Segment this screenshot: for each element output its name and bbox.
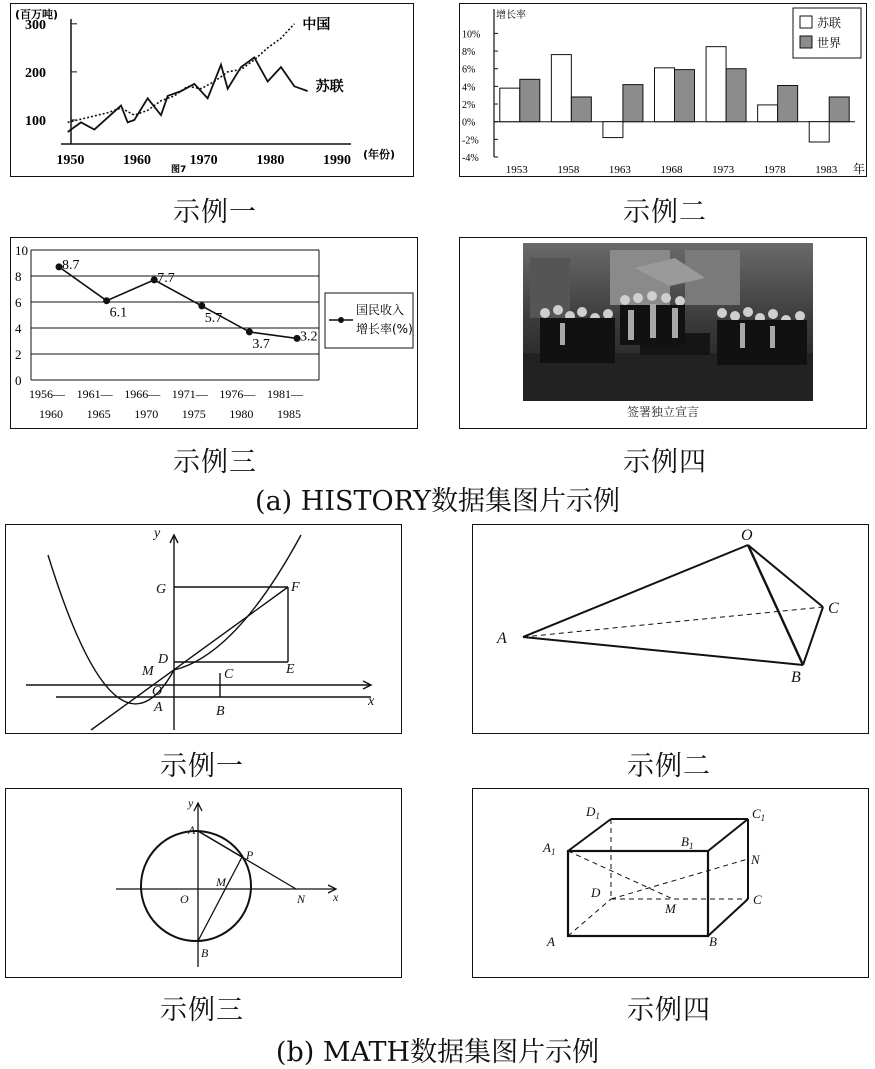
bar-世界-1978: [778, 85, 798, 121]
x-axis-unit: 年: [853, 162, 866, 176]
math-example-3-figure: [5, 788, 402, 978]
legend-label: 世界: [817, 36, 842, 50]
y-axis-label: 增长率: [496, 10, 526, 21]
data-label: 6.1: [109, 305, 128, 321]
x-tick-label: 1968: [660, 164, 683, 176]
label-D: D: [591, 885, 601, 900]
x-tick-label-bottom: 1975: [181, 407, 206, 421]
x-tick-label: 1983: [815, 164, 838, 176]
label-M: M: [216, 875, 226, 889]
figure-note: 图7: [171, 165, 187, 175]
label-D1-sub: 1: [595, 811, 600, 821]
y-tick-label: -4%: [462, 153, 479, 164]
bar-苏联-1968: [655, 68, 675, 122]
x-tick-label: 1958: [557, 164, 580, 176]
bar-苏联-1958: [551, 55, 571, 122]
y-tick-label: -2%: [462, 135, 479, 147]
legend-swatch: [800, 16, 812, 28]
y-tick-label: 10%: [462, 29, 481, 41]
painting-caption: 签署独立宣言: [626, 405, 699, 419]
math-example-1-figure: [5, 524, 402, 734]
data-point: [246, 328, 253, 335]
svg-text:D1: [585, 804, 600, 821]
label-D: D: [158, 652, 169, 667]
bar-世界-1973: [726, 69, 746, 122]
bar-苏联-1978: [758, 105, 778, 122]
legend-swatch: [800, 36, 812, 48]
label-F: F: [291, 580, 300, 595]
tetrahedron-figure: [473, 525, 869, 734]
x-tick-label-bottom: 1965: [86, 407, 111, 421]
label-O: O: [741, 527, 753, 544]
data-label: 3.2: [300, 329, 318, 345]
y-tick-label: 2: [15, 347, 22, 362]
y-tick-label: 4: [15, 321, 22, 336]
history-example-3-caption: 示例三: [173, 447, 257, 478]
label-G: G: [156, 582, 167, 597]
data-point: [103, 297, 110, 304]
history-example-4-caption: 示例四: [623, 447, 707, 478]
label-C: C: [224, 667, 234, 682]
national-income-line-chart: [11, 238, 418, 429]
bar-世界-1968: [675, 70, 695, 122]
math-example-4-figure: [472, 788, 869, 978]
x-tick-label: 1953: [505, 164, 528, 176]
legend-marker: [338, 317, 344, 323]
x-axis-label: (年份): [363, 148, 396, 161]
svg-text:A1: [542, 840, 555, 857]
label-A: A: [547, 934, 555, 949]
history-example-3-chart: [10, 237, 418, 429]
label-B: B: [201, 946, 209, 960]
y-tick-label: 10: [15, 243, 28, 258]
declaration-painting: [460, 238, 867, 429]
y-tick-label: 100: [25, 113, 46, 129]
history-example-1-caption: 示例一: [173, 197, 257, 228]
x-tick-label: 1963: [608, 164, 631, 176]
label-x: x: [333, 890, 339, 904]
series-line-china: [68, 24, 295, 123]
x-tick-label: 1980: [256, 153, 285, 168]
y-tick-label: 2%: [462, 100, 476, 112]
y-tick-label: 8: [15, 269, 22, 284]
label-C: C: [828, 600, 839, 617]
label-C1: C: [752, 806, 761, 821]
math-section-caption: (b) MATH数据集图片示例: [275, 1037, 600, 1068]
label-B1-sub: 1: [688, 841, 694, 851]
data-label: 3.7: [252, 336, 270, 352]
growth-rate-bar-chart: [460, 4, 867, 177]
y-tick-label: 8%: [462, 47, 476, 59]
data-point: [198, 302, 205, 309]
bar-苏联-1953: [500, 88, 520, 122]
x-tick-label: 1960: [123, 153, 151, 168]
label-M: M: [142, 664, 154, 679]
label-A: A: [188, 823, 196, 837]
bar-苏联-1973: [706, 47, 726, 122]
x-tick-label: 1978: [763, 164, 786, 176]
data-label: 5.7: [204, 310, 223, 326]
label-O: O: [180, 892, 189, 906]
x-tick-label-top: 1971—: [171, 387, 208, 401]
x-tick-label-bottom: 1970: [134, 407, 159, 421]
math-example-1-caption: 示例一: [160, 751, 244, 782]
y-tick-label: 4%: [462, 82, 476, 94]
math-example-2-caption: 示例二: [627, 751, 711, 782]
bar-世界-1963: [623, 85, 643, 122]
x-tick-label-top: 1961—: [76, 387, 113, 401]
label-C1-sub: 1: [760, 813, 766, 823]
y-tick-label: 0: [15, 373, 22, 388]
parabola-geometry-figure: [6, 525, 402, 734]
x-tick-label-bottom: 1960: [39, 407, 63, 421]
label-B: B: [709, 934, 717, 949]
label-E: E: [286, 662, 295, 677]
label-x: x: [368, 694, 375, 709]
label-A: A: [497, 630, 507, 647]
label-A1-sub: 1: [550, 847, 556, 857]
y-tick-label: 6%: [462, 64, 476, 76]
math-example-3-caption: 示例三: [160, 995, 244, 1026]
label-D1: D: [586, 804, 596, 819]
x-tick-label-top: 1976—: [219, 387, 256, 401]
label-O: O: [152, 684, 163, 699]
svg-text:B1: [681, 834, 693, 851]
legend-label-line2: 增长率(%): [356, 322, 413, 336]
x-tick-label: 1990: [323, 153, 351, 168]
x-tick-label-top: 1966—: [124, 387, 161, 401]
x-tick-label-top: 1956—: [29, 387, 65, 401]
label-A: A: [154, 700, 163, 715]
history-example-2-chart: [459, 3, 867, 177]
legend-label-line1: 国民收入: [356, 303, 405, 317]
series-label: 苏联: [315, 79, 344, 96]
series-label: 中国: [302, 16, 331, 33]
x-tick-label-bottom: 1980: [229, 407, 254, 421]
y-axis-label: (百万吨): [15, 8, 59, 21]
x-tick-label: 1950: [56, 153, 85, 168]
legend-label: 苏联: [817, 16, 842, 30]
bar-世界-1958: [571, 97, 591, 122]
y-tick-label: 300: [25, 17, 46, 33]
x-tick-label: 1970: [189, 153, 218, 168]
label-B: B: [791, 669, 801, 686]
bar-苏联-1963: [603, 122, 623, 138]
x-tick-label-top: 1981—: [267, 387, 303, 401]
label-M: M: [665, 901, 676, 916]
history-example-1-chart: [10, 3, 414, 177]
series-line-ussr: [68, 57, 308, 132]
svg-text:C1: [752, 806, 765, 823]
label-y: y: [154, 526, 161, 541]
y-tick-label: 200: [25, 65, 46, 81]
history-example-2-caption: 示例二: [623, 197, 707, 228]
x-tick-label: 1973: [712, 164, 735, 176]
history-example-4-photo-frame: [459, 237, 867, 429]
cuboid-figure: [473, 789, 869, 978]
bar-世界-1953: [520, 79, 540, 121]
data-label: 7.7: [157, 270, 175, 286]
y-tick-label: 0%: [462, 117, 476, 129]
label-A1: A: [543, 840, 551, 855]
label-B: B: [216, 704, 225, 719]
y-tick-label: 6: [15, 295, 22, 310]
label-C: C: [753, 892, 762, 907]
math-example-4-caption: 示例四: [627, 995, 711, 1026]
label-P: P: [246, 848, 254, 862]
label-y: y: [188, 796, 194, 810]
x-tick-label-bottom: 1985: [277, 407, 301, 421]
circle-geometry-figure: [6, 789, 402, 978]
steel-output-line-chart: [11, 4, 414, 177]
label-N: N: [297, 892, 306, 906]
history-section-caption: (a) HISTORY数据集图片示例: [255, 486, 620, 517]
math-example-2-figure: [472, 524, 869, 734]
bar-世界-1983: [829, 97, 849, 122]
label-B1: B: [681, 834, 689, 849]
data-label: 8.7: [62, 257, 80, 273]
label-N: N: [751, 852, 760, 867]
bar-苏联-1983: [809, 122, 829, 142]
